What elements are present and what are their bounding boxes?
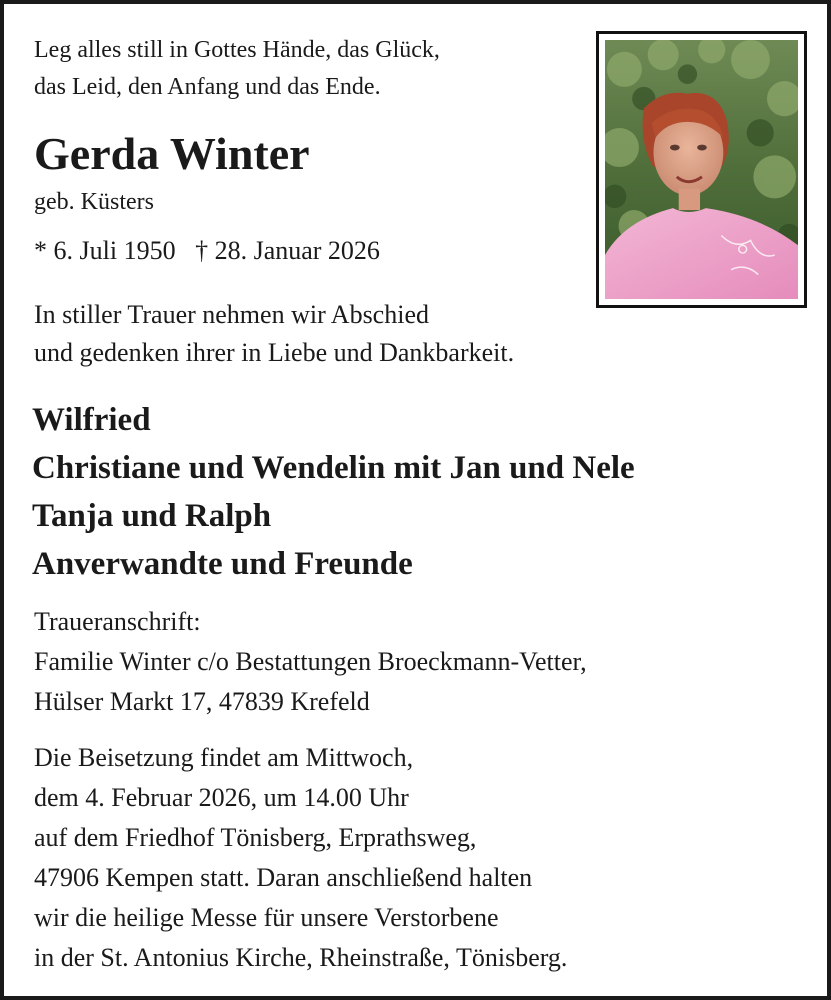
family-list	[32, 396, 635, 588]
funeral-line: 47906 Kempen statt. Daran anschließend halten	[34, 863, 533, 892]
funeral-line: wir die heilige Messe für unsere Verstorbene	[34, 903, 499, 932]
family-member: Tanja und Ralph	[32, 498, 272, 534]
portrait-photo-frame	[596, 31, 807, 308]
birth-name: geb. Küsters	[34, 189, 154, 215]
birth-date: * 6. Juli 1950	[34, 236, 176, 265]
family-member: Wilfried	[32, 402, 151, 438]
funeral-line: dem 4. Februar 2026, um 14.00 Uhr	[34, 783, 409, 812]
funeral-info	[34, 738, 567, 978]
mourning-address	[34, 602, 587, 722]
funeral-line: in der St. Antonius Kirche, Rheinstraße, Tönisberg.	[34, 943, 568, 972]
family-member: Anverwandte und Freunde	[32, 546, 413, 582]
life-dates	[34, 236, 380, 266]
mourning-text	[34, 296, 514, 372]
mourning-line: und gedenken ihrer in Liebe und Dankbarkeit.	[34, 338, 515, 367]
address-line: Hülser Markt 17, 47839 Krefeld	[34, 687, 370, 716]
funeral-line: Die Beisetzung findet am Mittwoch,	[34, 743, 414, 772]
verse-line: Leg alles still in Gottes Hände, das Glück,	[34, 37, 440, 63]
family-member: Christiane und Wendelin mit Jan und Nele	[32, 450, 635, 486]
verse-line: das Leid, den Anfang und das Ende.	[34, 74, 381, 100]
portrait-photo	[605, 40, 798, 299]
address-line: Familie Winter c/o Bestattungen Broeckmann-Vetter,	[34, 647, 587, 676]
address-label: Traueranschrift:	[34, 607, 201, 636]
verse	[34, 32, 440, 106]
deceased-name: Gerda Winter	[34, 128, 310, 179]
funeral-line: auf dem Friedhof Tönisberg, Erprathsweg,	[34, 823, 477, 852]
mourning-line: In stiller Trauer nehmen wir Abschied	[34, 300, 429, 329]
death-date: † 28. Januar 2026	[195, 236, 380, 265]
